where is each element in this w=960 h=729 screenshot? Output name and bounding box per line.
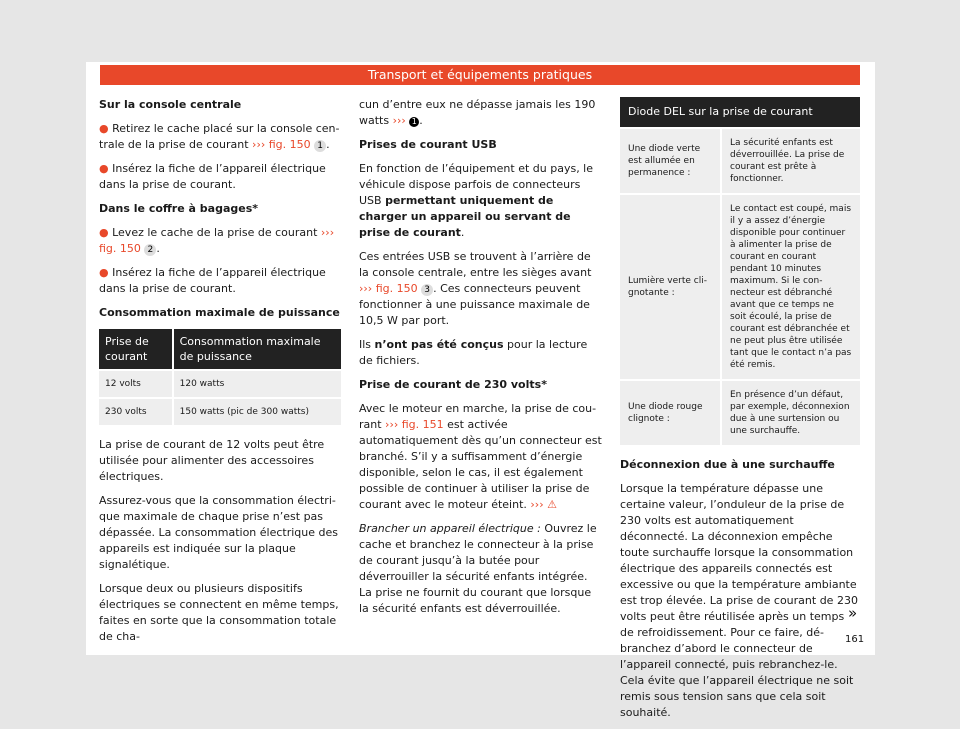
bullet-icon: ●: [99, 162, 109, 175]
bullet-icon: ●: [99, 226, 109, 239]
column-left: [99, 97, 341, 653]
arrows-icon: ›››: [530, 498, 544, 511]
paragraph: Assurez-vous que la consommation électrique maximale de chaque prise n’est pas dépassée. La consommation électrique des appareils est indiquée sur la plaque signalétique.: [99, 494, 339, 571]
step-4: ● Insérez la fiche de l’appareil électrique dans la prise de courant.: [99, 266, 326, 295]
step-3: ● Levez le cache de la prise de courant ››› fig. 150 2 .: [99, 226, 335, 255]
column-right: [620, 97, 860, 729]
paragraph: Ces entrées USB se trouvent à l’arrière de la console centrale, entre les sièges avant ››› fig. 150 3 . Ces connecteurs peuvent fonctionner à une puissance maximale de 10,5 W par port.: [359, 250, 592, 327]
arrows-icon: ›››: [392, 114, 406, 127]
bullet-icon: ●: [99, 122, 109, 135]
heading-usb: Prises de courant USB: [359, 138, 497, 151]
paragraph: Lorsque la température dépasse une certaine valeur, l’onduleur de la prise de 230 volts est automatiquement déconnecté. La déconnexion empêche toute surchauffe lorsque la consommation électrique des appareils connectés est excessive ou que la température ambiante est trop élevée. La prise de courant de 230 volts peut être réutilisée après un temps de refroidissement. Pour ce faire, débranchez d’abord le connecteur de l’appareil connecté, puis rebranchez-le. Cela évite que l’appareil électrique ne soit remis sous tension sans que cela soit souhaité.: [620, 482, 858, 719]
arrows-icon: ›››: [320, 226, 335, 239]
step-2: ● Insérez la fiche de l’appareil électrique dans la prise de courant.: [99, 162, 326, 191]
arrows-icon: ›››: [385, 418, 399, 431]
heading-trunk: Dans le coffre à bagages*: [99, 202, 259, 215]
paragraph: cun d’entre eux ne dépasse jamais les 190 watts ››› 1 .: [359, 98, 596, 127]
paragraph: En fonction de l’équipement et du pays, le véhicule dispose parfois de connecteurs USB permettant uniquement de charger un appareil ou servant de prise de courant.: [359, 162, 594, 239]
arrows-icon: ›››: [359, 282, 373, 295]
callout-number: 3: [421, 284, 433, 296]
led-table: [620, 97, 860, 445]
paragraph: Brancher un appareil électrique : Ouvrez le cache et branchez le connecteur à la prise de courant jusqu’à la butée pour déverrouiller la sécurité enfants intégrée. La prise ne fournit du courant que lorsque la sécurité enfants est déverrouillée.: [359, 522, 597, 615]
paragraph: Lorsque deux ou plusieurs dispositifs électriques se connectent en même temps, faites en sorte que la consommation totale de cha-: [99, 582, 339, 643]
table-row: Une diode verte est allumée en permanence : La sécurité enfants est déverrouillée. La prise de courant est prête à fonctionner.: [620, 128, 860, 194]
warning-icon: ⚠: [547, 498, 557, 511]
table-row: Une diode rouge clignote : En présence d’un défaut, par exemple, déconnexion due à une surtension ou une surchauffe.: [620, 380, 860, 445]
section-header: Transport et équipements pratiques: [100, 65, 860, 85]
table-header: Prise de courant: [99, 329, 173, 370]
fig-link[interactable]: fig. 151: [401, 418, 444, 431]
table-title: Diode DEL sur la prise de courant: [620, 97, 860, 128]
paragraph: Avec le moteur en marche, la prise de courant ››› fig. 151 est activée automatiquement dès qu’un connecteur est branché. S’il y a suffisamment d’énergie disponible, selon le cas, il est également possible de continuer à utiliser la prise de courant avec le moteur éteint. ››› ⚠: [359, 402, 602, 511]
column-middle: [359, 97, 602, 625]
callout-number: 2: [144, 244, 156, 256]
paragraph: La prise de courant de 12 volts peut être utilisée pour alimenter des accessoires électriques.: [99, 438, 325, 483]
heading-230v: Prise de courant de 230 volts*: [359, 378, 547, 391]
heading-overheat: Déconnexion due à une surchauffe: [620, 458, 835, 471]
warning-number: 1: [409, 117, 419, 127]
fig-link[interactable]: fig. 150: [268, 138, 311, 151]
fig-link[interactable]: fig. 150: [375, 282, 418, 295]
paragraph: Ils n’ont pas été conçus pour la lecture de fichiers.: [359, 338, 588, 367]
continue-arrow-icon: »: [848, 604, 858, 622]
arrows-icon: ›››: [252, 138, 266, 151]
page-number: 161: [845, 634, 865, 645]
fig-link[interactable]: fig. 150: [99, 242, 141, 255]
table-row: Lumière verte clignotante : Le contact est coupé, mais il y a assez d’énergie disponible pour continuer à alimenter la prise de courant en courant pendant 10 minutes maximum. Si le connecteur est débranché avant que ce temps ne soit écoulé, la prise de courant est débranchée et ne peut plus être utilisée tant que le contact n’a pas été remis.: [620, 194, 860, 380]
step-1: ● Retirez le cache placé sur la console centrale de la prise de courant ››› fig. 150 1 .: [99, 122, 340, 151]
heading-console: Sur la console centrale: [99, 98, 242, 111]
power-table: [99, 329, 341, 425]
table-row: 12 volts 120 watts: [99, 370, 341, 398]
table-row: 230 volts 150 watts (pic de 300 watts): [99, 398, 341, 425]
table-header: Consommation maximale de puissance: [173, 329, 341, 370]
callout-number: 1: [314, 140, 326, 152]
heading-power: Consommation maximale de puissance: [99, 306, 340, 319]
bullet-icon: ●: [99, 266, 109, 279]
